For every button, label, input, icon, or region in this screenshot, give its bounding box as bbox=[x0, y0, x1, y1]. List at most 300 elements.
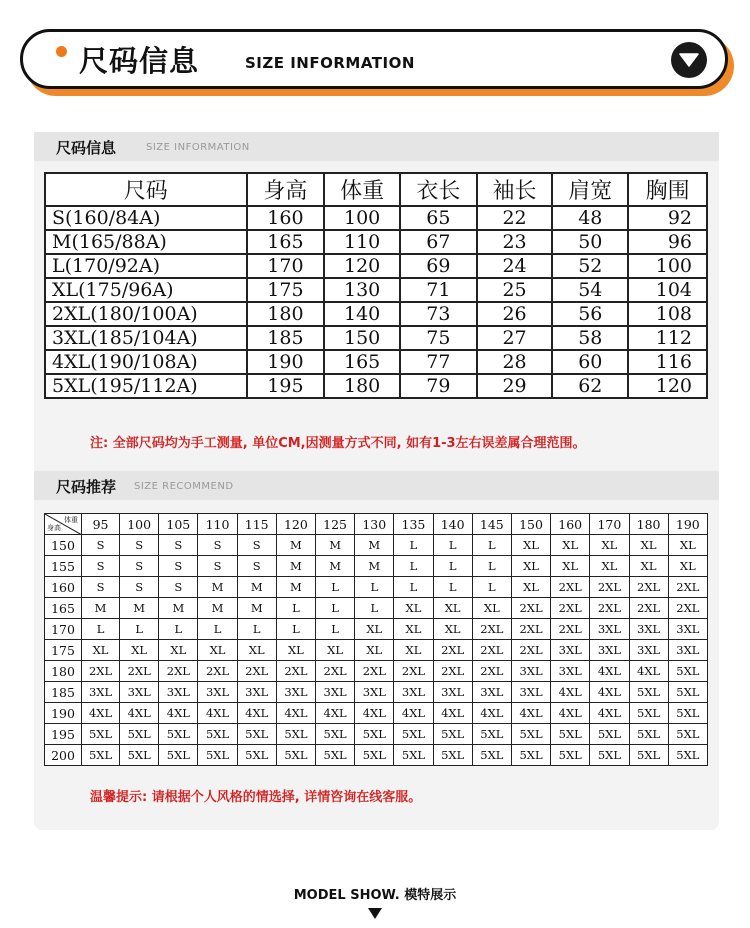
recommended-size-cell: 4XL bbox=[355, 703, 394, 724]
weight-header-cell: 160 bbox=[551, 514, 590, 535]
recommended-size-cell: XL bbox=[120, 640, 159, 661]
size-label-cell: M(165/88A) bbox=[45, 230, 247, 254]
column-header: 尺码 bbox=[45, 173, 247, 206]
recommended-size-cell: XL bbox=[355, 640, 394, 661]
orange-dot-icon bbox=[56, 46, 67, 57]
measurement-cell: 54 bbox=[552, 278, 628, 302]
weight-header-cell: 120 bbox=[276, 514, 315, 535]
measurement-cell: 150 bbox=[324, 326, 400, 350]
height-header-cell: 165 bbox=[45, 598, 82, 619]
table-row bbox=[45, 577, 708, 598]
recommended-size-cell: 3XL bbox=[159, 682, 198, 703]
recommended-size-cell: 3XL bbox=[668, 619, 707, 640]
section-banner bbox=[20, 29, 728, 89]
recommended-size-cell: 3XL bbox=[355, 682, 394, 703]
recommended-size-cell: L bbox=[433, 556, 472, 577]
recommended-size-cell: 5XL bbox=[316, 724, 355, 745]
recommended-size-cell: 5XL bbox=[237, 745, 276, 766]
recommended-size-cell: 5XL bbox=[82, 745, 120, 766]
recommended-size-cell: M bbox=[237, 577, 276, 598]
measurement-cell: 120 bbox=[628, 374, 707, 398]
recommended-size-cell: 2XL bbox=[668, 598, 707, 619]
measurement-cell: 56 bbox=[552, 302, 628, 326]
measurement-cell: 50 bbox=[552, 230, 628, 254]
recommended-size-cell: L bbox=[394, 535, 433, 556]
size-info-subtitle: SIZE INFORMATION bbox=[146, 142, 250, 153]
recommended-size-cell: 5XL bbox=[159, 745, 198, 766]
size-info-header-row bbox=[45, 173, 707, 206]
recommended-size-cell: 2XL bbox=[590, 577, 629, 598]
recommended-size-cell: L bbox=[394, 577, 433, 598]
recommended-size-cell: 3XL bbox=[551, 640, 590, 661]
recommended-size-cell: 4XL bbox=[82, 703, 120, 724]
recommended-size-cell: XL bbox=[629, 556, 668, 577]
recommended-size-cell: 2XL bbox=[472, 619, 511, 640]
weight-header-cell: 110 bbox=[198, 514, 237, 535]
size-info-header bbox=[34, 132, 719, 161]
recommended-size-cell: 3XL bbox=[590, 619, 629, 640]
recommended-size-cell: 3XL bbox=[120, 682, 159, 703]
corner-weight-label: 体重 bbox=[64, 516, 78, 524]
recommended-size-cell: S bbox=[198, 535, 237, 556]
recommended-size-cell: 4XL bbox=[159, 703, 198, 724]
recommended-size-cell: 2XL bbox=[433, 661, 472, 682]
recommended-size-cell: XL bbox=[433, 619, 472, 640]
recommended-size-cell: 3XL bbox=[394, 682, 433, 703]
measurement-cell: 120 bbox=[324, 254, 400, 278]
table-row bbox=[45, 556, 708, 577]
recommended-size-cell: M bbox=[316, 535, 355, 556]
recommended-size-cell: 2XL bbox=[355, 661, 394, 682]
measurement-cell: 71 bbox=[400, 278, 477, 302]
recommended-size-cell: L bbox=[120, 619, 159, 640]
recommended-size-cell: XL bbox=[159, 640, 198, 661]
recommended-size-cell: 5XL bbox=[590, 745, 629, 766]
measurement-cell: 195 bbox=[247, 374, 325, 398]
recommended-size-cell: XL bbox=[511, 577, 550, 598]
recommended-size-cell: 3XL bbox=[433, 682, 472, 703]
recommended-size-cell: 5XL bbox=[551, 745, 590, 766]
recommended-size-cell: L bbox=[316, 598, 355, 619]
measurement-cell: 69 bbox=[400, 254, 477, 278]
measurement-cell: 165 bbox=[324, 350, 400, 374]
recommended-size-cell: 3XL bbox=[668, 640, 707, 661]
recommended-size-cell: M bbox=[82, 598, 120, 619]
recommended-size-cell: XL bbox=[668, 535, 707, 556]
recommended-size-cell: L bbox=[276, 598, 315, 619]
recommended-size-cell: 3XL bbox=[82, 682, 120, 703]
measurement-cell: 165 bbox=[247, 230, 325, 254]
recommended-size-cell: L bbox=[355, 598, 394, 619]
recommended-size-cell: 2XL bbox=[159, 661, 198, 682]
recommended-size-cell: 2XL bbox=[82, 661, 120, 682]
table-row bbox=[45, 254, 707, 278]
recommended-size-cell: 4XL bbox=[511, 703, 550, 724]
recommended-size-cell: 4XL bbox=[629, 661, 668, 682]
recommended-size-cell: 3XL bbox=[316, 682, 355, 703]
size-info-title: 尺码信息 bbox=[56, 139, 117, 157]
size-label-cell: S(160/84A) bbox=[45, 206, 247, 230]
recommended-size-cell: S bbox=[82, 556, 120, 577]
size-label-cell: L(170/92A) bbox=[45, 254, 247, 278]
recommended-size-cell: 5XL bbox=[276, 745, 315, 766]
recommended-size-cell: M bbox=[276, 535, 315, 556]
recommended-size-cell: 4XL bbox=[276, 703, 315, 724]
recommended-size-cell: 3XL bbox=[237, 682, 276, 703]
recommended-size-cell: XL bbox=[668, 556, 707, 577]
table-row bbox=[45, 598, 708, 619]
table-row bbox=[45, 278, 707, 302]
weight-header-cell: 135 bbox=[394, 514, 433, 535]
recommended-size-cell: 5XL bbox=[590, 724, 629, 745]
measurement-cell: 65 bbox=[400, 206, 477, 230]
recommended-size-cell: 2XL bbox=[511, 619, 550, 640]
recommended-size-cell: 5XL bbox=[198, 724, 237, 745]
recommended-size-cell: 3XL bbox=[511, 661, 550, 682]
recommended-size-cell: L bbox=[237, 619, 276, 640]
recommended-size-cell: 4XL bbox=[551, 682, 590, 703]
height-header-cell: 150 bbox=[45, 535, 82, 556]
recommended-size-cell: 4XL bbox=[433, 703, 472, 724]
table-row bbox=[45, 745, 708, 766]
recommended-size-cell: 3XL bbox=[551, 661, 590, 682]
measurement-cell: 48 bbox=[552, 206, 628, 230]
recommended-size-cell: S bbox=[82, 535, 120, 556]
table-row bbox=[45, 703, 708, 724]
column-header: 肩宽 bbox=[552, 173, 628, 206]
recommended-size-cell: S bbox=[120, 556, 159, 577]
size-recommend-subtitle: SIZE RECOMMEND bbox=[134, 481, 234, 492]
recommended-size-cell: 5XL bbox=[668, 682, 707, 703]
table-row bbox=[45, 535, 708, 556]
recommended-size-cell: L bbox=[316, 619, 355, 640]
size-info-table bbox=[44, 172, 708, 399]
model-show-label: MODEL SHOW. 模特展示 bbox=[293, 888, 457, 903]
recommended-size-cell: 5XL bbox=[433, 745, 472, 766]
recommended-size-cell: 3XL bbox=[276, 682, 315, 703]
measurement-cell: 28 bbox=[477, 350, 553, 374]
recommended-size-cell: XL bbox=[237, 640, 276, 661]
measurement-cell: 60 bbox=[552, 350, 628, 374]
recommended-size-cell: 5XL bbox=[276, 724, 315, 745]
measurement-cell: 140 bbox=[324, 302, 400, 326]
recommended-size-cell: 2XL bbox=[511, 598, 550, 619]
recommended-size-cell: 2XL bbox=[551, 619, 590, 640]
recommended-size-cell: 4XL bbox=[590, 682, 629, 703]
measurement-cell: 108 bbox=[628, 302, 707, 326]
recommended-size-cell: XL bbox=[472, 598, 511, 619]
recommended-size-cell: 5XL bbox=[159, 724, 198, 745]
size-recommend-title: 尺码推荐 bbox=[56, 478, 117, 496]
measurement-cell: 130 bbox=[324, 278, 400, 302]
measurement-cell: 190 bbox=[247, 350, 325, 374]
recommended-size-cell: 5XL bbox=[472, 745, 511, 766]
recommended-size-cell: 2XL bbox=[629, 577, 668, 598]
weight-header-cell: 180 bbox=[629, 514, 668, 535]
table-row bbox=[45, 619, 708, 640]
recommended-size-cell: 5XL bbox=[629, 682, 668, 703]
recommended-size-cell: 5XL bbox=[433, 724, 472, 745]
recommended-size-cell: 5XL bbox=[668, 724, 707, 745]
measurement-cell: 170 bbox=[247, 254, 325, 278]
measurement-cell: 96 bbox=[628, 230, 707, 254]
height-header-cell: 200 bbox=[45, 745, 82, 766]
recommended-size-cell: 2XL bbox=[120, 661, 159, 682]
recommended-size-cell: M bbox=[316, 556, 355, 577]
size-label-cell: 3XL(185/104A) bbox=[45, 326, 247, 350]
height-header-cell: 195 bbox=[45, 724, 82, 745]
recommended-size-cell: L bbox=[472, 577, 511, 598]
measurement-cell: 23 bbox=[477, 230, 553, 254]
recommended-size-cell: S bbox=[159, 535, 198, 556]
recommended-size-cell: S bbox=[159, 577, 198, 598]
recommended-size-cell: L bbox=[276, 619, 315, 640]
recommended-size-cell: XL bbox=[433, 598, 472, 619]
recommended-size-cell: 5XL bbox=[511, 724, 550, 745]
recommended-size-cell: M bbox=[276, 556, 315, 577]
recommended-size-cell: 5XL bbox=[316, 745, 355, 766]
triangle-down-icon bbox=[368, 908, 382, 919]
measurement-cell: 180 bbox=[247, 302, 325, 326]
recommended-size-cell: M bbox=[276, 577, 315, 598]
recommended-size-cell: S bbox=[120, 535, 159, 556]
recommended-size-cell: L bbox=[472, 535, 511, 556]
table-row bbox=[45, 682, 708, 703]
recommended-size-cell: 5XL bbox=[355, 745, 394, 766]
recommended-size-cell: 5XL bbox=[668, 703, 707, 724]
size-label-cell: 4XL(190/108A) bbox=[45, 350, 247, 374]
recommended-size-cell: 4XL bbox=[472, 703, 511, 724]
recommended-size-cell: 4XL bbox=[394, 703, 433, 724]
recommended-size-cell: M bbox=[198, 598, 237, 619]
recommended-size-cell: 2XL bbox=[394, 661, 433, 682]
height-header-cell: 155 bbox=[45, 556, 82, 577]
recommended-size-cell: 5XL bbox=[198, 745, 237, 766]
recommended-size-cell: 5XL bbox=[120, 745, 159, 766]
tip-text: 温馨提示: 请根据个人风格的情选择, 详情咨询在线客服。 bbox=[90, 790, 422, 805]
recommended-size-cell: 5XL bbox=[472, 724, 511, 745]
corner-height-label: 身高 bbox=[47, 524, 61, 532]
measurement-cell: 58 bbox=[552, 326, 628, 350]
recommended-size-cell: 2XL bbox=[551, 598, 590, 619]
recommended-size-cell: XL bbox=[511, 535, 550, 556]
banner-title: 尺码信息 bbox=[79, 44, 200, 78]
column-header: 袖长 bbox=[477, 173, 553, 206]
recommended-size-cell: M bbox=[120, 598, 159, 619]
recommended-size-cell: M bbox=[355, 535, 394, 556]
recommended-size-cell: 2XL bbox=[629, 598, 668, 619]
recommended-size-cell: 3XL bbox=[629, 619, 668, 640]
height-header-cell: 160 bbox=[45, 577, 82, 598]
table-row bbox=[45, 350, 707, 374]
recommended-size-cell: 3XL bbox=[472, 682, 511, 703]
recommended-size-cell: XL bbox=[551, 556, 590, 577]
recommended-size-cell: 5XL bbox=[355, 724, 394, 745]
recommended-size-cell: 5XL bbox=[668, 745, 707, 766]
recommended-size-cell: 5XL bbox=[668, 661, 707, 682]
measurement-cell: 79 bbox=[400, 374, 477, 398]
weight-header-cell: 190 bbox=[668, 514, 707, 535]
recommended-size-cell: L bbox=[472, 556, 511, 577]
recommended-size-cell: L bbox=[159, 619, 198, 640]
recommended-size-cell: XL bbox=[394, 619, 433, 640]
measurement-cell: 52 bbox=[552, 254, 628, 278]
measurement-cell: 112 bbox=[628, 326, 707, 350]
measurement-cell: 26 bbox=[477, 302, 553, 326]
recommended-size-cell: 2XL bbox=[316, 661, 355, 682]
chevron-down-icon[interactable] bbox=[671, 42, 707, 78]
recommended-size-cell: 5XL bbox=[120, 724, 159, 745]
measurement-cell: 100 bbox=[324, 206, 400, 230]
weight-header-cell: 130 bbox=[355, 514, 394, 535]
recommended-size-cell: 5XL bbox=[82, 724, 120, 745]
weight-header-cell: 115 bbox=[237, 514, 276, 535]
measurement-cell: 67 bbox=[400, 230, 477, 254]
recommended-size-cell: 2XL bbox=[590, 598, 629, 619]
measurement-cell: 180 bbox=[324, 374, 400, 398]
recommended-size-cell: S bbox=[237, 535, 276, 556]
recommended-size-cell: S bbox=[198, 556, 237, 577]
recommended-size-cell: 2XL bbox=[472, 640, 511, 661]
recommended-size-cell: 5XL bbox=[394, 745, 433, 766]
recommended-size-cell: L bbox=[433, 535, 472, 556]
size-section bbox=[34, 132, 719, 830]
measurement-cell: 110 bbox=[324, 230, 400, 254]
recommended-size-cell: 5XL bbox=[629, 745, 668, 766]
recommended-size-cell: XL bbox=[551, 535, 590, 556]
recommended-size-cell: 3XL bbox=[198, 682, 237, 703]
measurement-cell: 62 bbox=[552, 374, 628, 398]
measurement-cell: 25 bbox=[477, 278, 553, 302]
table-row bbox=[45, 640, 708, 661]
recommended-size-cell: XL bbox=[629, 535, 668, 556]
measurement-cell: 116 bbox=[628, 350, 707, 374]
measurement-cell: 160 bbox=[247, 206, 325, 230]
recommended-size-cell: L bbox=[433, 577, 472, 598]
measurement-cell: 75 bbox=[400, 326, 477, 350]
recommended-size-cell: L bbox=[316, 577, 355, 598]
recommended-size-cell: 2XL bbox=[198, 661, 237, 682]
recommended-size-cell: 2XL bbox=[237, 661, 276, 682]
column-header: 衣长 bbox=[400, 173, 477, 206]
recommended-size-cell: 4XL bbox=[198, 703, 237, 724]
weight-header-cell: 145 bbox=[472, 514, 511, 535]
recommended-size-cell: 2XL bbox=[433, 640, 472, 661]
measurement-note: 注: 全部尺码均为手工测量, 单位CM,因测量方式不同, 如有1-3左右误差属合理范围。 bbox=[90, 436, 586, 451]
recommended-size-cell: 3XL bbox=[511, 682, 550, 703]
size-label-cell: 2XL(180/100A) bbox=[45, 302, 247, 326]
table-row bbox=[45, 230, 707, 254]
column-header: 身高 bbox=[247, 173, 325, 206]
recommended-size-cell: 4XL bbox=[237, 703, 276, 724]
table-row bbox=[45, 374, 707, 398]
recommended-size-cell: L bbox=[82, 619, 120, 640]
table-row bbox=[45, 302, 707, 326]
recommended-size-cell: 2XL bbox=[276, 661, 315, 682]
recommended-size-cell: XL bbox=[198, 640, 237, 661]
recommended-size-cell: 4XL bbox=[120, 703, 159, 724]
recommended-size-cell: 5XL bbox=[551, 724, 590, 745]
recommended-size-cell: S bbox=[82, 577, 120, 598]
recommended-size-cell: 5XL bbox=[511, 745, 550, 766]
recommended-size-cell: XL bbox=[590, 535, 629, 556]
recommended-size-cell: 5XL bbox=[629, 703, 668, 724]
height-header-cell: 180 bbox=[45, 661, 82, 682]
measurement-cell: 22 bbox=[477, 206, 553, 230]
recommended-size-cell: 3XL bbox=[629, 640, 668, 661]
weight-header-cell: 150 bbox=[511, 514, 550, 535]
recommended-size-cell: M bbox=[237, 598, 276, 619]
size-recommend-header bbox=[34, 471, 719, 500]
height-header-cell: 170 bbox=[45, 619, 82, 640]
recommended-size-cell: XL bbox=[394, 598, 433, 619]
recommended-size-cell: 2XL bbox=[472, 661, 511, 682]
measurement-cell: 73 bbox=[400, 302, 477, 326]
banner-subtitle: SIZE INFORMATION bbox=[245, 54, 415, 72]
column-header: 胸围 bbox=[628, 173, 707, 206]
table-row bbox=[45, 661, 708, 682]
recommended-size-cell: XL bbox=[511, 556, 550, 577]
recommended-size-cell: M bbox=[198, 577, 237, 598]
recommended-size-cell: XL bbox=[316, 640, 355, 661]
recommended-size-cell: 2XL bbox=[668, 577, 707, 598]
recommended-size-cell: L bbox=[198, 619, 237, 640]
recommended-size-cell: XL bbox=[82, 640, 120, 661]
column-header: 体重 bbox=[324, 173, 400, 206]
recommended-size-cell: 5XL bbox=[629, 724, 668, 745]
recommended-size-cell: 2XL bbox=[511, 640, 550, 661]
recommended-size-cell: XL bbox=[590, 556, 629, 577]
recommended-size-cell: L bbox=[394, 556, 433, 577]
measurement-cell: 27 bbox=[477, 326, 553, 350]
recommended-size-cell: XL bbox=[355, 619, 394, 640]
height-header-cell: 175 bbox=[45, 640, 82, 661]
table-row bbox=[45, 326, 707, 350]
recommended-size-cell: 4XL bbox=[551, 703, 590, 724]
weight-header-cell: 95 bbox=[82, 514, 120, 535]
weight-header-cell: 170 bbox=[590, 514, 629, 535]
recommended-size-cell: XL bbox=[394, 640, 433, 661]
weight-header-cell: 140 bbox=[433, 514, 472, 535]
recommended-size-cell: L bbox=[355, 577, 394, 598]
measurement-cell: 185 bbox=[247, 326, 325, 350]
measurement-cell: 24 bbox=[477, 254, 553, 278]
recommended-size-cell: M bbox=[355, 556, 394, 577]
table-row bbox=[45, 724, 708, 745]
weight-header-cell: 105 bbox=[159, 514, 198, 535]
size-label-cell: XL(175/96A) bbox=[45, 278, 247, 302]
corner-cell bbox=[45, 514, 82, 535]
recommended-size-cell: S bbox=[237, 556, 276, 577]
table-row bbox=[45, 206, 707, 230]
recommended-size-cell: 4XL bbox=[590, 703, 629, 724]
recommended-size-cell: 5XL bbox=[237, 724, 276, 745]
weight-header-row bbox=[45, 514, 708, 535]
size-label-cell: 5XL(195/112A) bbox=[45, 374, 247, 398]
recommended-size-cell: 3XL bbox=[590, 640, 629, 661]
size-recommend-table bbox=[44, 513, 708, 766]
weight-header-cell: 125 bbox=[316, 514, 355, 535]
height-header-cell: 185 bbox=[45, 682, 82, 703]
recommended-size-cell: 2XL bbox=[551, 577, 590, 598]
recommended-size-cell: 5XL bbox=[394, 724, 433, 745]
measurement-cell: 175 bbox=[247, 278, 325, 302]
recommended-size-cell: XL bbox=[276, 640, 315, 661]
measurement-cell: 92 bbox=[628, 206, 707, 230]
recommended-size-cell: S bbox=[120, 577, 159, 598]
height-header-cell: 190 bbox=[45, 703, 82, 724]
recommended-size-cell: M bbox=[159, 598, 198, 619]
